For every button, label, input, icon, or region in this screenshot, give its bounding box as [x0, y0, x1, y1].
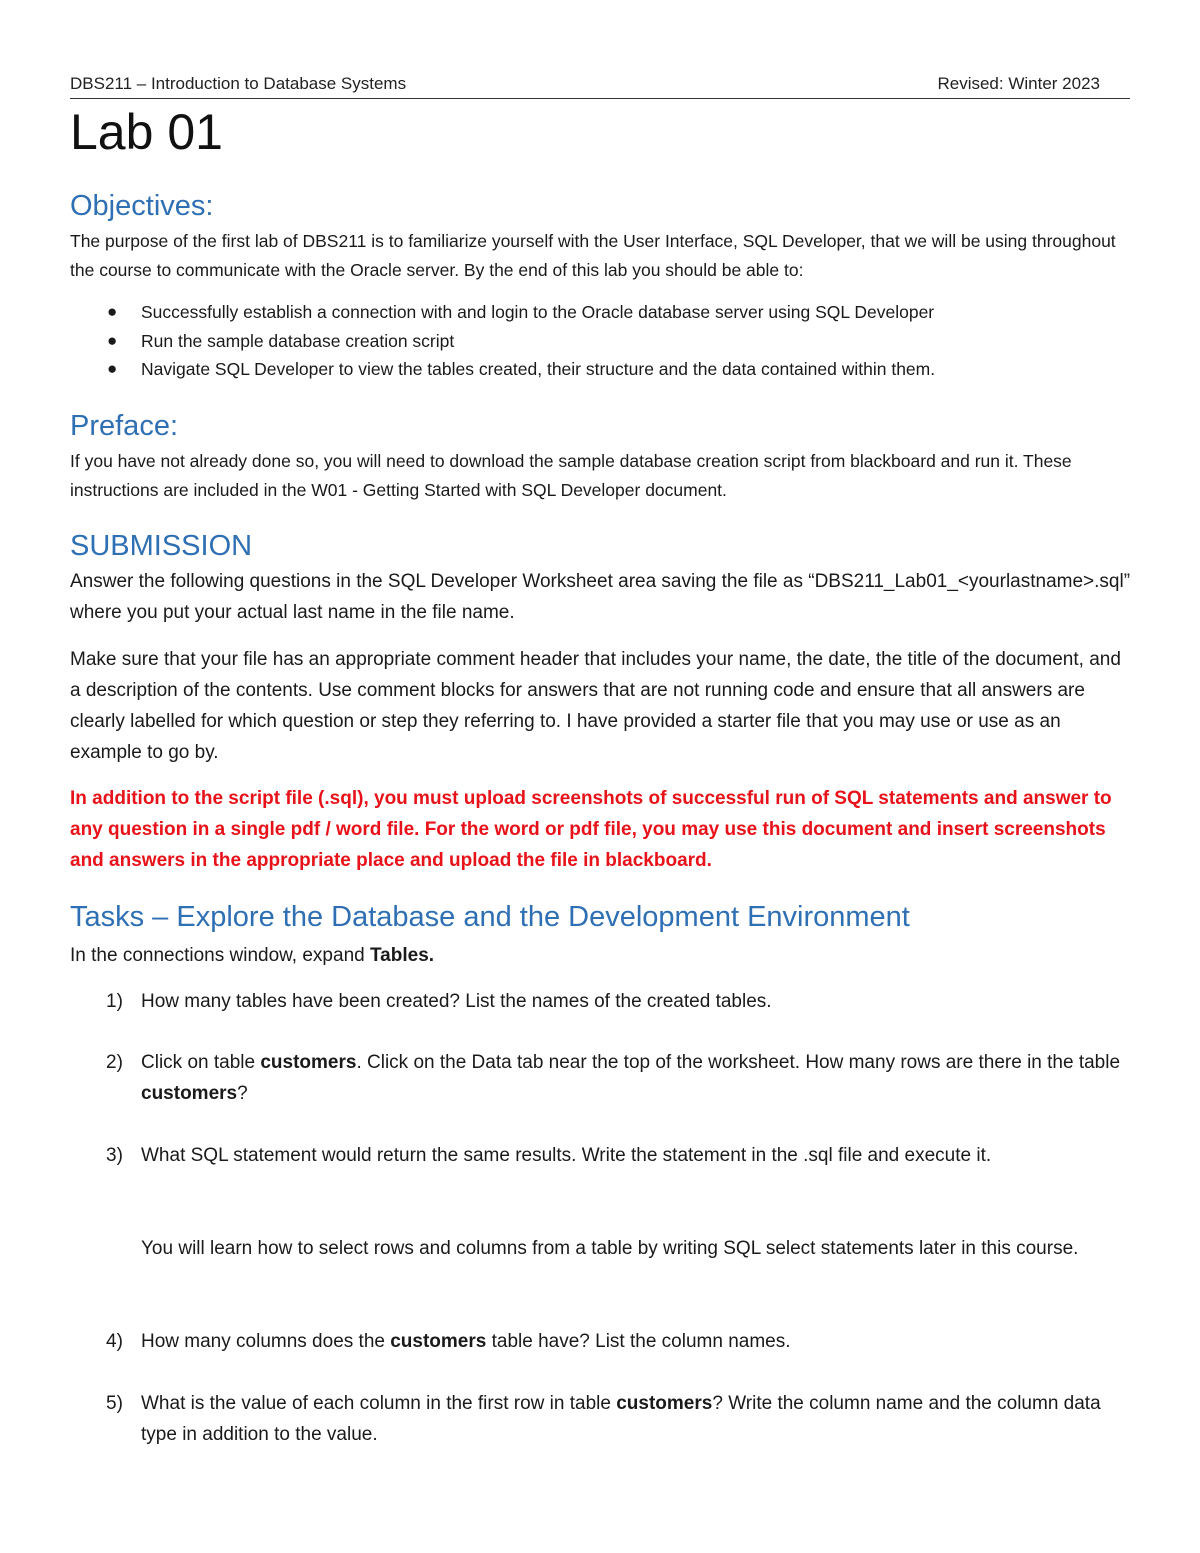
objectives-list — [70, 298, 1130, 384]
bullet-icon: ● — [107, 330, 118, 350]
page-header — [70, 72, 1130, 99]
objectives-heading: Objectives: — [70, 190, 214, 222]
document-title: Lab 01 — [70, 104, 223, 160]
bullet-icon: ● — [107, 359, 118, 378]
list-item: ● Navigate SQL Developer to view the tables created, their structure and the data contained within them. — [70, 355, 1130, 384]
question-1: 1) How many tables have been created? List the names of the created tables. — [106, 991, 772, 1012]
submission-warning: In addition to the script file (.sql), you must upload screenshots of successful run of SQL statements and answer to any question in a single pdf / word file. For the word or pdf file, you may use this document and insert screenshots and answers in the appropriate place and upload the file in blackboard. — [70, 788, 1112, 871]
submission-heading: SUBMISSION — [70, 530, 253, 562]
tasks-intro: In the connections window, expand Tables. — [70, 945, 435, 966]
question-2: 2) Click on table customers. Click on the Data tab near the top of the worksheet. How many rows are there in the table customers? — [106, 1052, 1121, 1104]
revised-date: Revised: Winter 2023 — [937, 74, 1100, 93]
list-item: ● Run the sample database creation script — [70, 327, 1130, 356]
tasks-heading: Tasks – Explore the Database and the Development Environment — [70, 901, 910, 933]
bullet-icon: ● — [107, 302, 118, 321]
question-4: 4) How many columns does the customers table have? List the column names. — [106, 1331, 791, 1352]
question-3-note: You will learn how to select rows and columns from a table by writing SQL select statements later in this course. — [141, 1238, 1079, 1259]
list-item: ● Successfully establish a connection with and login to the Oracle database server using SQL Developer — [70, 298, 1130, 327]
course-title: DBS211 – Introduction to Database Systems — [70, 74, 407, 93]
question-3: 3) What SQL statement would return the same results. Write the statement in the .sql file and execute it. — [106, 1145, 992, 1166]
submission-para-2: Make sure that your file has an appropriate comment header that includes your name, the date, the title of the document, and a description of the contents. Use comment blocks for answers that are not running code and ensure that all answers are clearly labelled for which question or step they referring to. I have provided a starter file that you may use or use as an example to go by. — [70, 649, 1121, 763]
objectives-intro: The purpose of the first lab of DBS211 is to familiarize yourself with the User Interface, SQL Developer, that we will be using throughout the course to communicate with the Oracle server. By the end of this lab you should be able to: — [70, 231, 1116, 280]
question-5: 5) What is the value of each column in the first row in table customers? Write the column name and the column data type in addition to the value. — [106, 1393, 1101, 1445]
submission-para-1: Answer the following questions in the SQL Developer Worksheet area saving the file as “DBS211_Lab01_<yourlastname>.sql” where you put your actual last name in the file name. — [70, 571, 1131, 623]
preface-text: If you have not already done so, you will need to download the sample database creation script from blackboard and run it. These instructions are included in the W01 - Getting Started with SQL Developer document. — [70, 451, 1072, 500]
preface-heading: Preface: — [70, 410, 178, 442]
